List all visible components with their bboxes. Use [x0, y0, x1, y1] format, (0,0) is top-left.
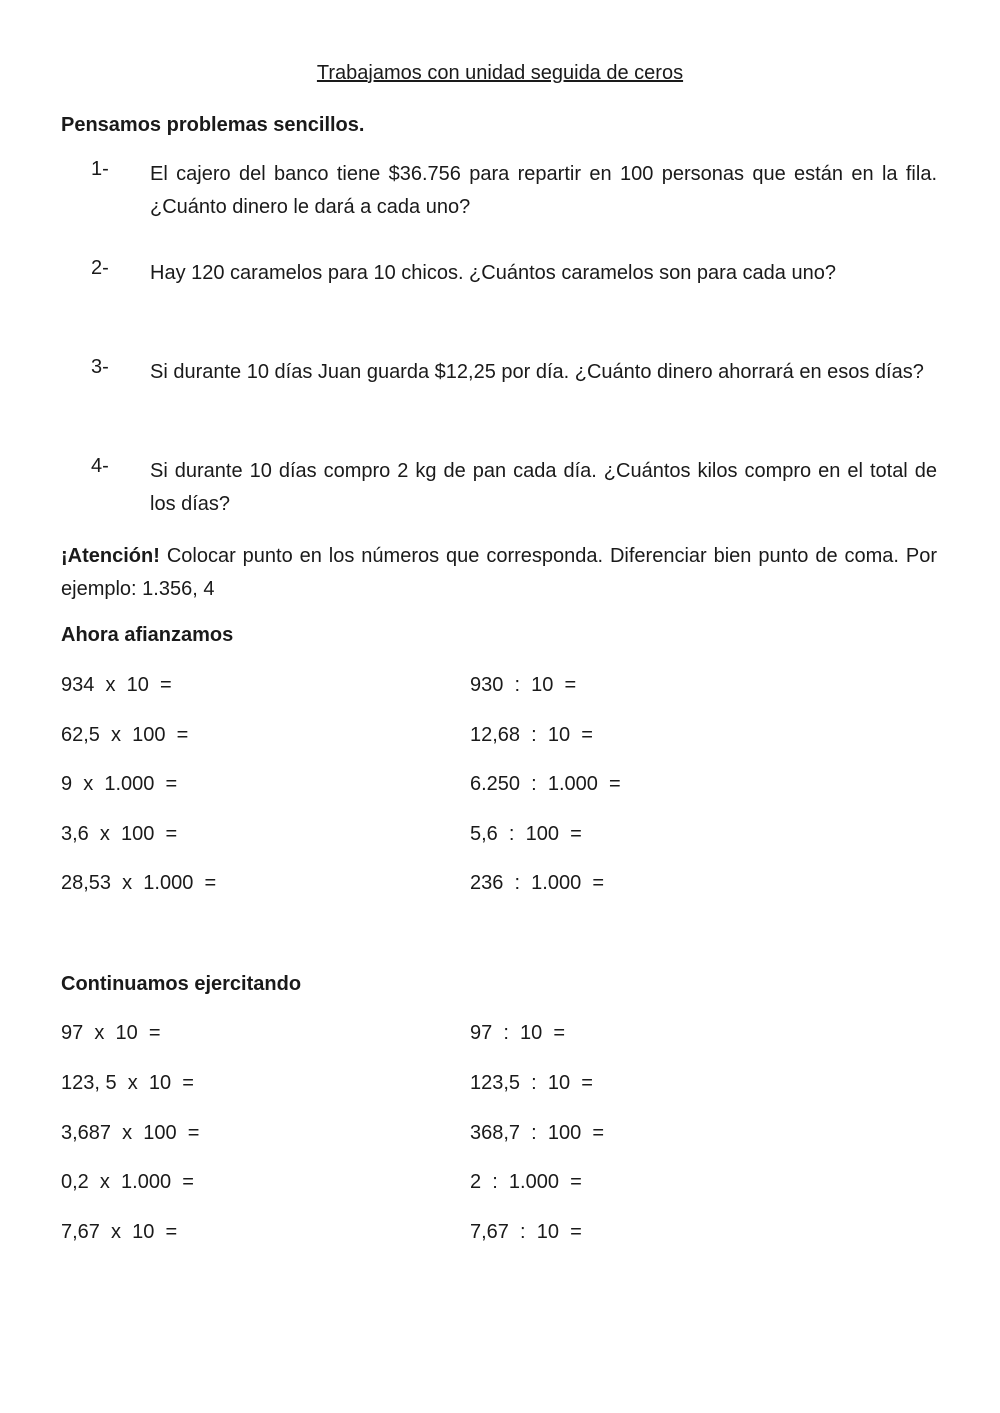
exercise-left: 0,2 x 1.000 =: [61, 1171, 194, 1193]
problem-text: Hay 120 caramelos para 10 chicos. ¿Cuántos caramelos son para cada uno?: [150, 262, 836, 284]
exercise-left: 934 x 10 =: [61, 674, 172, 696]
problem-number: 4-: [91, 455, 109, 477]
exercise-left: 123, 5 x 10 =: [61, 1072, 194, 1094]
section-heading-afianzamos: Ahora afianzamos: [61, 624, 234, 646]
problem-text: Si durante 10 días compro 2 kg de pan cada día. ¿Cuántos kilos compro en el total de los días?: [150, 460, 937, 515]
exercise-right: 368,7 : 100 =: [470, 1122, 604, 1144]
page-title: Trabajamos con unidad seguida de ceros: [316, 62, 684, 84]
problem-number: 3-: [91, 356, 109, 378]
exercise-left: 62,5 x 100 =: [61, 724, 189, 746]
section-heading-problems: Pensamos problemas sencillos.: [61, 114, 365, 136]
problem-number: 2-: [91, 257, 109, 279]
attention-label: ¡Atención!: [61, 545, 160, 567]
exercise-left: 28,53 x 1.000 =: [61, 872, 217, 894]
exercise-left: 97 x 10 =: [61, 1022, 161, 1044]
exercise-right: 236 : 1.000 =: [470, 872, 604, 894]
exercise-left: 3,687 x 100 =: [61, 1122, 200, 1144]
exercise-left: 9 x 1.000 =: [61, 773, 178, 795]
attention-text: Colocar punto en los números que corresponda. Diferenciar bien punto de coma. Por ejemplo: 1.356, 4: [61, 545, 937, 600]
exercise-left: 7,67 x 10 =: [61, 1221, 178, 1243]
problem-text: El cajero del banco tiene $36.756 para repartir en 100 personas que están en la fila. ¿Cuánto dinero le dará a cada uno?: [150, 163, 937, 218]
problem-text: Si durante 10 días Juan guarda $12,25 por día. ¿Cuánto dinero ahorrará en esos días?: [150, 361, 924, 383]
exercise-right: 6.250 : 1.000 =: [470, 773, 621, 795]
exercise-left: 3,6 x 100 =: [61, 823, 178, 845]
section-heading-continuamos: Continuamos ejercitando: [61, 973, 302, 995]
exercise-right: 97 : 10 =: [470, 1022, 566, 1044]
exercise-right: 5,6 : 100 =: [470, 823, 582, 845]
exercise-right: 930 : 10 =: [470, 674, 577, 696]
exercise-right: 7,67 : 10 =: [470, 1221, 582, 1243]
exercise-right: 2 : 1.000 =: [470, 1171, 582, 1193]
exercise-right: 123,5 : 10 =: [470, 1072, 593, 1094]
exercise-right: 12,68 : 10 =: [470, 724, 593, 746]
problem-number: 1-: [91, 158, 109, 180]
attention-note: [61, 540, 937, 606]
